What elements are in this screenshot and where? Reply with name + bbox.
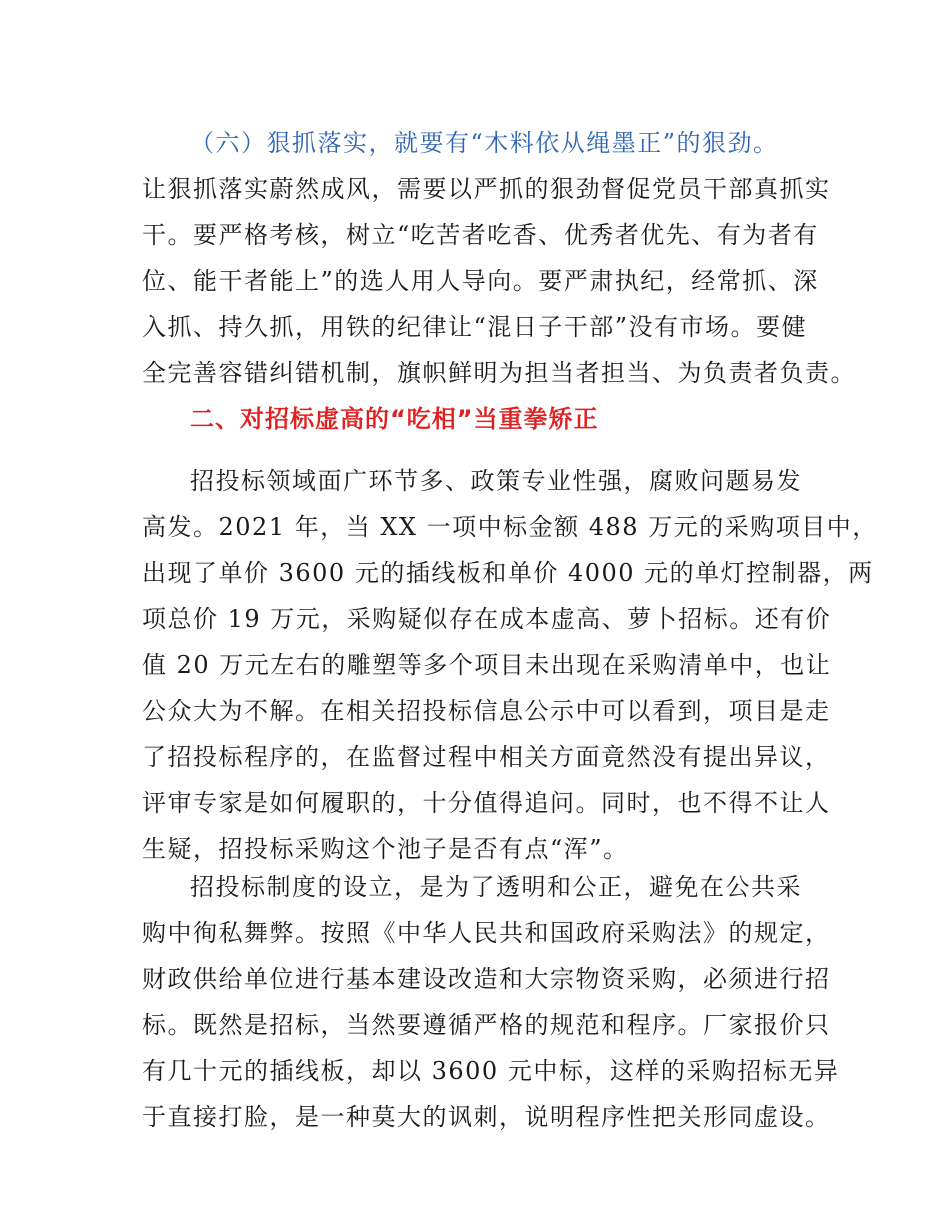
paragraph-line: 让狠抓落实蔚然成风，需要以严抓的狠劲督促党员干部真抓实 [142,175,831,203]
paragraph-line: 高发。2021 年，当 XX 一项中标金额 488 万元的采购项目中， [142,513,878,541]
section-heading-two: 二、对招标虚高的“吃相”当重拳矫正 [190,405,599,433]
paragraph-line: 入抓、持久抓，用铁的纪律让“混日子干部”没有市场。要健 [142,313,808,341]
paragraph-line: 标。既然是招标，当然要遵循严格的规范和程序。厂家报价只 [142,1011,831,1039]
paragraph-line: 财政供给单位进行基本建设改造和大宗物资采购，必须进行招 [142,965,831,993]
paragraph-line: 招投标制度的设立，是为了透明和公正，避免在公共采 [190,873,802,901]
paragraph-line: 干。要严格考核，树立“吃苦者吃香、优秀者优先、有为者有 [142,221,819,249]
paragraph-line: 了招投标程序的，在监督过程中相关方面竟然没有提出异议， [142,743,831,771]
paragraph-line: 值 20 万元左右的雕塑等多个项目未出现在采购清单中，也让 [142,651,832,679]
paragraph-line: 项总价 19 万元，采购疑似存在成本虚高、萝卜招标。还有价 [142,605,832,633]
paragraph-3 [142,864,840,1140]
paragraph-1 [142,166,856,396]
paragraph-line: 有几十元的插线板，却以 3600 元中标，这样的采购招标无异 [142,1057,840,1085]
paragraph-2 [142,458,878,872]
subheading-six: （六）狠抓落实，就要有“木料依从绳墨正”的狠劲。 [190,129,779,157]
paragraph-line: 招投标领域面广环节多、政策专业性强，腐败问题易发 [190,467,802,495]
paragraph-line: 评审专家是如何履职的，十分值得追问。同时，也不得不让人 [142,789,831,817]
paragraph-line: 全完善容错纠错机制，旗帜鲜明为担当者担当、为负责者负责。 [142,359,856,387]
paragraph-line: 生疑，招投标采购这个池子是否有点“浑”。 [142,835,629,863]
paragraph-line: 于直接打脸，是一种莫大的讽刺，说明程序性把关形同虚设。 [142,1103,831,1131]
paragraph-line: 公众大为不解。在相关招投标信息公示中可以看到，项目是走 [142,697,831,725]
paragraph-line: 位、能干者能上”的选人用人导向。要严肃执纪，经常抓、深 [142,267,819,295]
paragraph-line: 出现了单价 3600 元的插线板和单价 4000 元的单灯控制器，两 [142,559,874,587]
paragraph-line: 购中徇私舞弊。按照《中华人民共和国政府采购法》的规定， [142,919,831,947]
